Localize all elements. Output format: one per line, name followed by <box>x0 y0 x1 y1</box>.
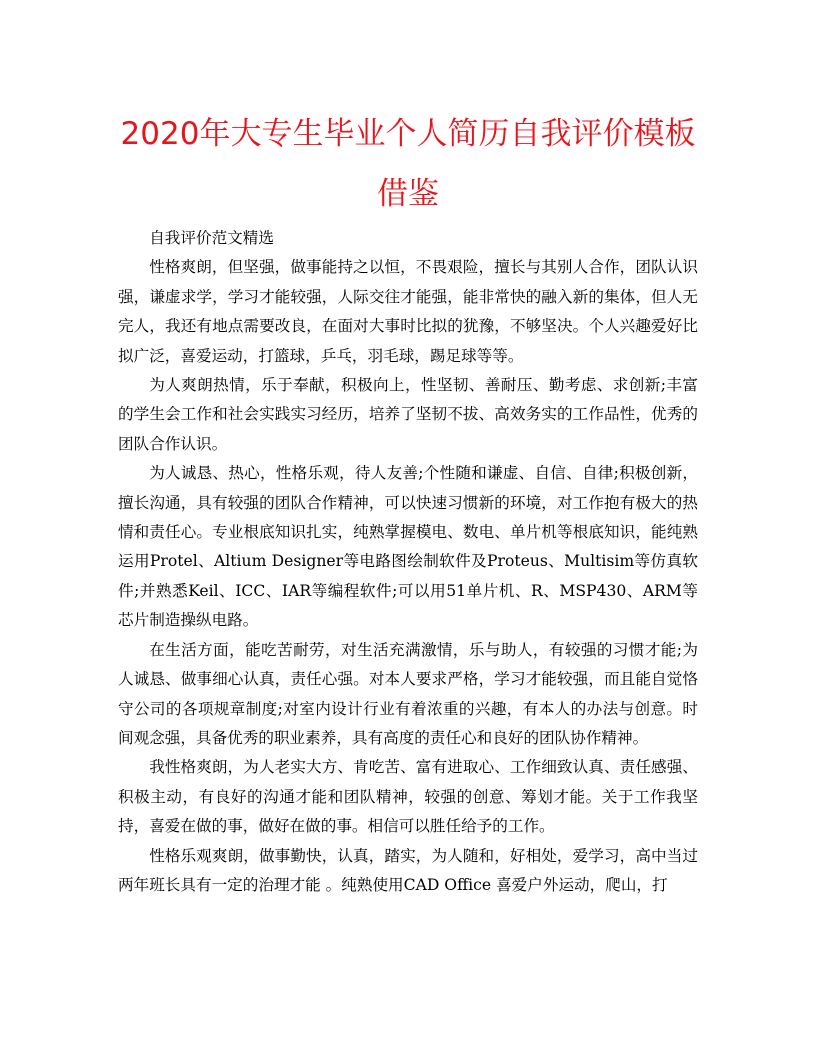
document-title-line-2: 借鉴 <box>377 176 439 212</box>
paragraph-5: 我性格爽朗，为人老实大方、肯吃苦、富有进取心、工作细致认真、责任感强、积极主动，有良好的沟通才能和团队精神，较强的创意、筹划才能。关于工作我坚持，喜爱在做的事，做好在做的事。相信可以胜任给予的工作。 <box>118 758 698 836</box>
document-body <box>118 224 698 900</box>
paragraph-4: 在生活方面，能吃苦耐劳，对生活充满激情，乐与助人，有较强的习惯才能;为人诚恳、做事细心认真，责任心强。对本人要求严格，学习才能较强，而且能自觉恪守公司的各项规章制度;对室内设计行业有着浓重的兴趣，有本人的办法与创意。时间观念强，具备优秀的职业素养，具有高度的责任心和良好的团队协作精神。 <box>118 640 698 747</box>
paragraph-6: 性格乐观爽朗，做事勤快，认真，踏实，为人随和，好相处，爱学习，高中当过两年班长具有一定的治理才能 。纯熟使用CAD Office 喜爱户外运动，爬山，打 <box>118 846 698 894</box>
paragraph-3: 为人诚恳、热心，性格乐观，待人友善;个性随和谦虚、自信、自律;积极创新，擅长沟通，具有较强的团队合作精神，可以快速习惯新的环境，对工作抱有极大的热情和责任心。专业根底知识扎实，纯熟掌握模电、数电、单片机等根底知识，能纯熟运用Protel、Altium Designer等电路图绘制软件及Proteus、Multisim等仿真软件;并熟悉Keil、ICC、IAR等编程软件;可以用51单片机、R、MSP430、ARM等芯片制造操纵电路。 <box>118 464 698 630</box>
section-heading: 自我评价范文精选 <box>149 229 274 247</box>
document-title-line-1: 2020年大专生毕业个人简历自我评价模板 <box>120 116 696 152</box>
paragraph-1: 性格爽朗，但坚强，做事能持之以恒，不畏艰险，擅长与其别人合作，团队认识强，谦虚求学，学习才能较强，人际交往才能强，能非常快的融入新的集体，但人无完人，我还有地点需要改良，在面对大事时比拟的犹豫，不够坚决。个人兴趣爱好比拟广泛，喜爱运动，打篮球，乒乓，羽毛球，踢足球等等。 <box>118 258 698 365</box>
paragraph-2: 为人爽朗热情，乐于奉献，积极向上，性坚韧、善耐压、勤考虑、求创新;丰富的学生会工作和社会实践实习经历，培养了坚韧不拔、高效务实的工作品性，优秀的团队合作认识。 <box>118 376 698 453</box>
